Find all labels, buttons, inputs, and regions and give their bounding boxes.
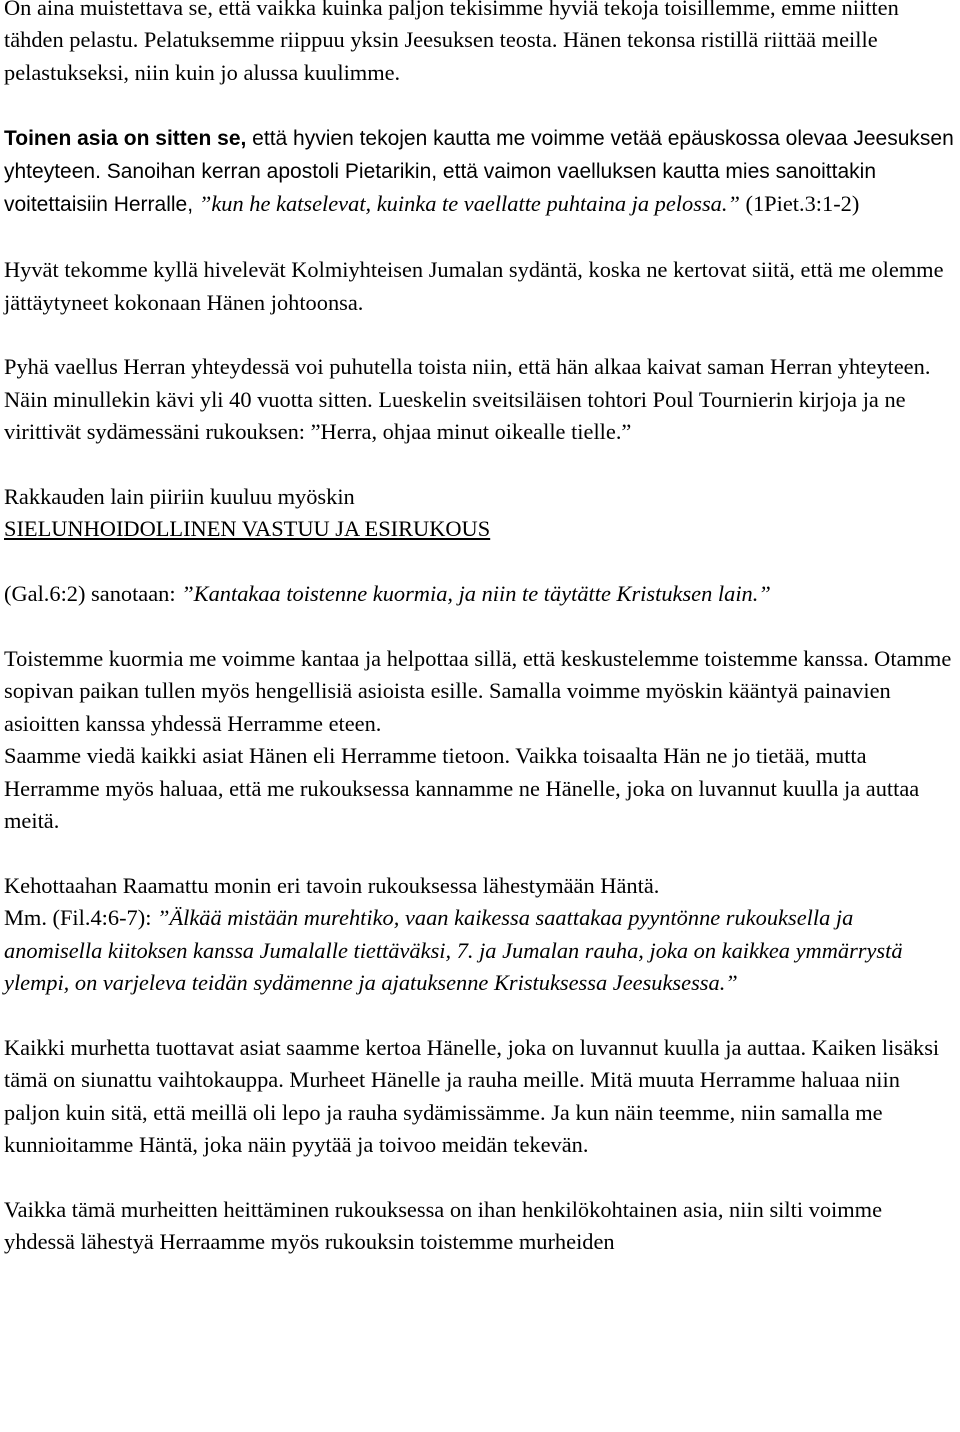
paragraph-text: Hyvät tekomme kyllä hivelevät Kolmiyhteisen Jumalan sydäntä, koska ne kertovat siitä, että me olemme jättäytyneet kokonaan Hänen johtoonsa. (4, 257, 944, 315)
paragraph-lead-bold: Toinen asia on sitten se, (4, 126, 247, 150)
paragraph-holy-walk (4, 351, 956, 448)
paragraph-text: Pyhä vaellus Herran yhteydessä voi puhutella toista niin, että hän alkaa kaivat saman Herran yhteyteen. Näin minullekin kävi yli 40 vuotta sitten. Lueskelin sveitsiläisen tohtori Poul Tournierin kirjoja ja ne virittivät sydämessäni rukouksen: ”Herra, ohjaa minut oikealle tielle.” (4, 354, 931, 445)
paragraph-text: Rakkauden lain piiriin kuuluu myöskin (4, 484, 355, 510)
paragraph-text: On aina muistettava se, että vaikka kuinka paljon tekisimme hyviä tekoja toisillemme, emme niitten tähden pelastu. Pelatuksemme riippuu yksin Jeesuksen teosta. Hänen tekonsa ristillä riittää meille pelastukseksi, niin kuin jo alussa kuulimme. (4, 0, 899, 85)
paragraph-exchange (4, 1032, 956, 1162)
section-heading-text: SIELUNHOIDOLLINEN VASTUU JA ESIRUKOUS (4, 516, 491, 542)
paragraph-burdens (4, 643, 956, 740)
paragraph-text: Kaikki murhetta tuottavat asiat saamme kertoa Hänelle, joka on luvannut kuulla ja auttaa. Kaiken lisäksi tämä on siunattu vaihtokauppa. Murheet Hänelle ja rauha meille. Mitä muuta Herramme haluaa niin paljon kuin sitä, että meillä oli lepo ja rauha sydämissämme. Ja kun näin teemme, niin samalla me kunnioitamme Häntä, joka näin pyytää ja toivoo meidän tekevän. (4, 1034, 940, 1158)
paragraph-love-law-intro (4, 481, 956, 513)
paragraph-heart-of-god (4, 254, 956, 319)
paragraph-text: Saamme viedä kaikki asiat Hänen eli Herramme tietoon. Vaikka toisaalta Hän ne jo tietää, mutta Herramme myös haluaa, että me rukouksessa kannamme ne Hänelle, joka on luvannut kuulla ja auttaa meitä. (4, 743, 920, 834)
section-heading (4, 513, 956, 545)
paragraph-text: Toistemme kuormia me voimme kantaa ja helpottaa sillä, että keskustelemme toistemme kanssa. Otamme sopivan paikan tullen myös hengellisiä asioista esille. Samalla voimme myöskin kääntyä painavien asioitten kanssa yhdessä Herramme eteen. (4, 646, 952, 736)
scripture-quote: ”Kantakaa toistenne kuormia, ja niin te täytätte Kristuksen lain.” (181, 581, 771, 607)
scripture-reference: (1Piet.3:1-2) (739, 191, 860, 217)
paragraph-galatians (4, 578, 956, 610)
document-page (4, 0, 956, 1291)
paragraph-bring-to-lord (4, 740, 956, 837)
paragraph-together (4, 1194, 956, 1259)
scripture-reference: Mm. (Fil.4:6-7): (4, 905, 158, 931)
paragraph-scripture-urges (4, 870, 956, 902)
paragraph-text: Kehottaahan Raamattu monin eri tavoin rukouksessa lähestymään Häntä. (4, 872, 660, 898)
scripture-quote: ”kun he katselevat, kuinka te vaellatte puhtaina ja pelossa.” (198, 191, 740, 217)
paragraph-salvation (4, 0, 956, 89)
paragraph-text: että hyvien tekojen kautta me voimme vetää epäuskossa olevaa Jeesuksen yhteyteen. Sanoihan kerran apostoli Pietarikin, että vaimon vaelluksen kautta mies sanoittakin voitettaisiin Herralle, (4, 126, 954, 217)
scripture-quote: ”Älkää mistään murehtiko, vaan kaikessa saattakaa pyyntönne rukouksella ja anomisella kiitoksen kanssa Jumalalle tiettäväksi, 7. ja Jumalan rauha, joka on kaikkea ymmärrystä ylempi, on varjeleva teidän sydämenne ja ajatuksenne Kristuksessa Jeesuksessa.” (4, 905, 903, 996)
paragraph-philippians (4, 902, 956, 999)
paragraph-good-works (4, 122, 956, 222)
paragraph-text: Vaikka tämä murheitten heittäminen rukouksessa on ihan henkilökohtainen asia, niin silti voimme yhdessä lähestyä Herraamme myös rukouksin toistemme murheiden (4, 1196, 883, 1255)
scripture-reference: (Gal.6:2) sanotaan: (4, 581, 182, 607)
